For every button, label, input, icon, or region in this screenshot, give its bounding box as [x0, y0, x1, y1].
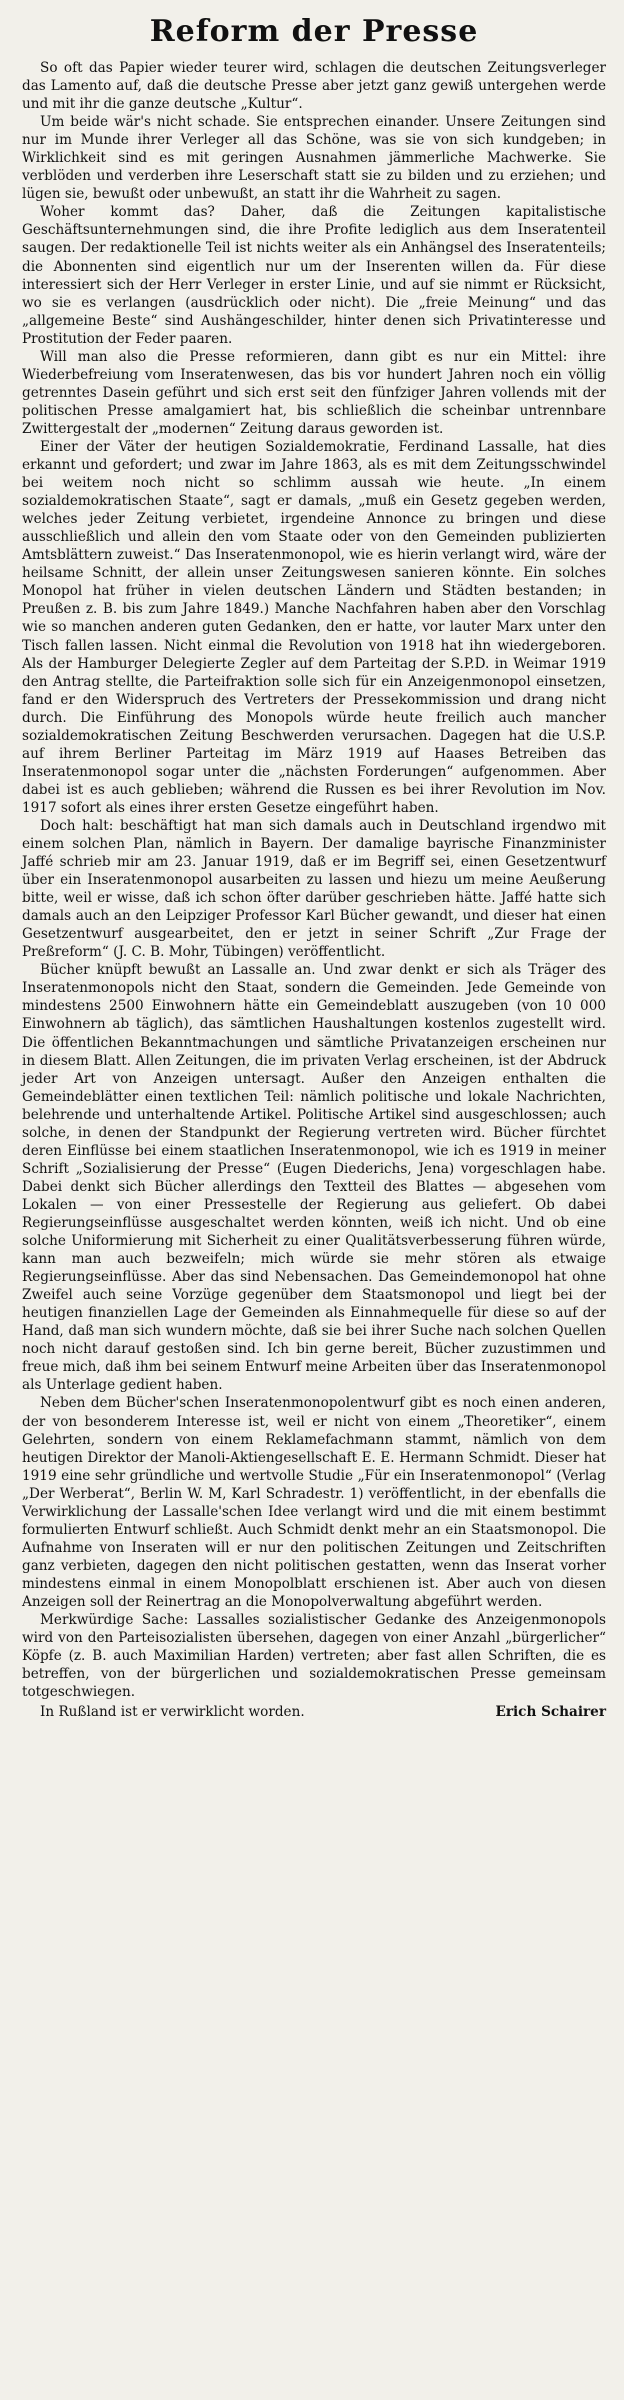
article-paragraph: Doch halt: beschäftigt hat man sich damals auch in Deutschland irgendwo mit einem solchen Plan, nämlich in Bayern. Der damalige bayrische Finanzminister Jaffé schrieb mir am 23. Januar 1919, daß er im Begriff sei, einen Gesetzentwurf über ein Inseratenmonopol ausarbeiten zu lassen und hiezu um meine Aeußerung bitte, weil er wisse, daß ich schon öfter darüber geschrieben hätte. Jaffé hatte sich damals auch an den Leipziger Professor Karl Bücher gewandt, und dieser hat einen Gesetzentwurf ausgearbeitet, den er jetzt in seiner Schrift „Zur Frage der Preßreform“ (J. C. B. Mohr, Tübingen) veröffentlicht. — [22, 817, 606, 961]
article-body — [22, 59, 606, 1701]
article-closing-line — [22, 1703, 606, 1721]
article-paragraph: Merkwürdige Sache: Lassalles sozialistischer Gedanke des Anzeigenmonopols wird von den Parteisozialisten übersehen, dagegen von einer Anzahl „bürgerlicher“ Köpfe (z. B. auch Maximilian Harden) vertreten; aber fast allen Schriften, die es betreffen, von der bürgerlichen und sozialdemokratischen Presse gemeinsam totgeschwiegen. — [22, 1612, 606, 1701]
article-paragraph: So oft das Papier wieder teurer wird, schlagen die deutschen Zeitungsverleger das Lamento auf, daß die deutsche Presse aber jetzt ganz gewiß untergehen werde und mit ihr die ganze deutsche „Kultur“. — [22, 60, 606, 113]
article-paragraph: Um beide wär's nicht schade. Sie entsprechen einander. Unsere Zeitungen sind nur im Munde ihrer Verleger all das Schöne, was sie von sich kundgeben; in Wirklichkeit sind es mit geringen Ausnahmen jämmerliche Machwerke. Sie verblöden und verderben ihre Leserschaft statt sie zu bilden und zu erziehen; und lügen sie, bewußt oder unbewußt, an statt ihr die Wahrheit zu sagen. — [22, 114, 606, 203]
closing-sentence: In Rußland ist er verwirklicht worden. — [40, 1704, 305, 1721]
article-paragraph: Einer der Väter der heutigen Sozialdemokratie, Ferdinand Lassalle, hat dies erkannt und gefordert; und zwar im Jahre 1863, als es mit dem Zeitungsschwindel bei weitem noch nicht so schlimm aussah wie heute. „In einem sozialdemokratischen Staate“, sagt er damals, „muß ein Gesetz gegeben werden, welches jeder Zeitung verbietet, irgendeine Annonce zu bringen und diese ausschließlich und allein den vom Staate oder von den Gemeinden publizierten Amtsblättern zuweist.“ Das Inseratenmonopol, wie es hierin verlangt wird, wäre der heilsame Schnitt, der allein unser Zeitungswesen sanieren könnte. Ein solches Monopol hat früher in vielen deutschen Ländern und Städten bestanden; in Preußen z. B. bis zum Jahre 1849.) Manche Nachfahren haben aber den Vorschlag wie so manchen anderen guten Gedanken, den er hatte, vor lauter Marx unter den Tisch fallen lassen. Nicht einmal die Revolution von 1918 hat ihn wiedergeboren. Als der Hamburger Delegierte Zegler auf dem Parteitag der S.P.D. in Weimar 1919 den Antrag stellte, die Parteifraktion solle sich für ein Anzeigenmonopol einsetzen, fand er den Widerspruch des Vertreters der Pressekommission und drang nicht durch. Die Einführung des Monopols würde heute freilich auch mancher sozialdemokratischen Zeitung Beschwerden verursachen. Dagegen hat die U.S.P. auf ihrem Berliner Parteitag im März 1919 auf Haases Betreiben das Inseratenmonopol sogar unter die „nächsten Forderungen“ aufgenommen. Aber dabei ist es auch geblieben; während die Russen es bei ihrer Revolution im Nov. 1917 sofort als eines ihrer ersten Gesetze eingeführt haben. — [22, 438, 606, 816]
article-paragraph: Will man also die Presse reformieren, dann gibt es nur ein Mittel: ihre Wiederbefreiung vom Inseratenwesen, das bis vor hundert Jahren noch ein völlig getrenntes Dasein geführt und sich erst seit den fünfziger Jahren vollends mit der politischen Presse amalgamiert hat, bis schließlich die scheinbar untrennbare Zwittergestalt der „modernen“ Zeitung daraus geworden ist. — [22, 348, 606, 437]
article-paragraph: Woher kommt das? Daher, daß die Zeitungen kapitalistische Geschäftsunternehmungen sind, die ihre Profite lediglich aus dem Inseratenteil saugen. Der redaktionelle Teil ist nichts weiter als ein Anhängsel des Inseratenteils; die Abonnenten sind eigentlich nur um der Inserenten willen da. Für diese interessiert sich der Herr Verleger in erster Linie, und auf sie nimmt er Rücksicht, wo sie es verlangen (ausdrücklich oder nicht). Die „freie Meinung“ und das „allgemeine Beste“ sind Aushängeschilder, hinter denen sich Privatinteresse und Prostitution der Feder paaren. — [22, 204, 606, 347]
article-title: Reform der Presse — [149, 14, 479, 49]
article-paragraph: Neben dem Bücher'schen Inseratenmonopolentwurf gibt es noch einen anderen, der von besonderem Interesse ist, weil er nicht von einem „Theoretiker“, einem Gelehrten, sondern von einem Reklamefachmann stammt, nämlich von dem heutigen Direktor der Manoli-Aktiengesellschaft E. E. Hermann Schmidt. Dieser hat 1919 eine sehr gründliche und wertvolle Studie „Für ein Inseratenmonopol“ (Verlag „Der Werberat“, Berlin W. M, Karl Schradestr. 1) veröffentlicht, in der ebenfalls die Verwirklichung der Lassalle'schen Idee verlangt wird und die mit einem bestimmt formulierten Entwurf schließt. Auch Schmidt denkt mehr an ein Staatsmonopol. Die Aufnahme von Inseraten will er nur den politischen Zeitungen und Zeitschriften ganz verbieten, dagegen den nicht politischen gestatten, wenn das Inserat vorher mindestens einmal in einem Monopolblatt erschienen ist. Aber auch von diesen Anzeigen soll der Reinertrag an die Monopolverwaltung abgeführt werden. — [22, 1395, 606, 1610]
author-name: Erich Schairer — [495, 1704, 606, 1721]
article-paragraph: Bücher knüpft bewußt an Lassalle an. Und zwar denkt er sich als Träger des Inseratenmonopols nicht den Staat, sondern die Gemeinden. Jede Gemeinde von mindestens 2500 Einwohnern hätte ein Gemeindeblatt auszugeben (von 10 000 Einwohnern ab täglich), das sämtlichen Haushaltungen kostenlos zugestellt wird. Die öffentlichen Bekanntmachungen und sämtliche Privatanzeigen erscheinen nur in diesem Blatt. Allen Zeitungen, die im privaten Verlag erscheinen, ist der Abdruck jeder Art von Anzeigen untersagt. Außer den Anzeigen enthalten die Gemeindeblätter einen textlichen Teil: nämlich politische und lokale Nachrichten, belehrende und unterhaltende Artikel. Politische Artikel sind ausgeschlossen; auch solche, in denen der Standpunkt der Regierung vertreten wird. Bücher fürchtet deren Einflüsse bei einem staatlichen Inseratenmonopol, wie ich es 1919 in meiner Schrift „Sozialisierung der Presse“ (Eugen Diederichs, Jena) vorgeschlagen habe. Dabei denkt sich Bücher allerdings den Textteil des Blattes — abgesehen vom Lokalen — von einer Pressestelle der Regierung aus geliefert. Ob dabei Regierungseinflüsse ausgeschaltet werden könnten, weiß ich nicht. Und ob eine solche Uniformierung mit Sicherheit zu einer Qualitätsverbesserung führen würde, kann man auch bezweifeln; mich würde sie mehr stören als etwaige Regierungseinflüsse. Aber das sind Nebensachen. Das Gemeindemonopol hat ohne Zweifel auch seine Vorzüge gegenüber dem Staatsmonopol und liegt bei der heutigen finanziellen Lage der Gemeinden als Einnahmequelle für diese so auf der Hand, daß man sich wundern möchte, daß sie bei ihrer Suche nach solchen Quellen noch nicht darauf gestoßen sind. Ich bin gerne bereit, Bücher zuzustimmen und freue mich, daß ihm bei seinem Entwurf meine Arbeiten über das Inseratenmonopol als Unterlage gedient haben. — [22, 962, 606, 1394]
